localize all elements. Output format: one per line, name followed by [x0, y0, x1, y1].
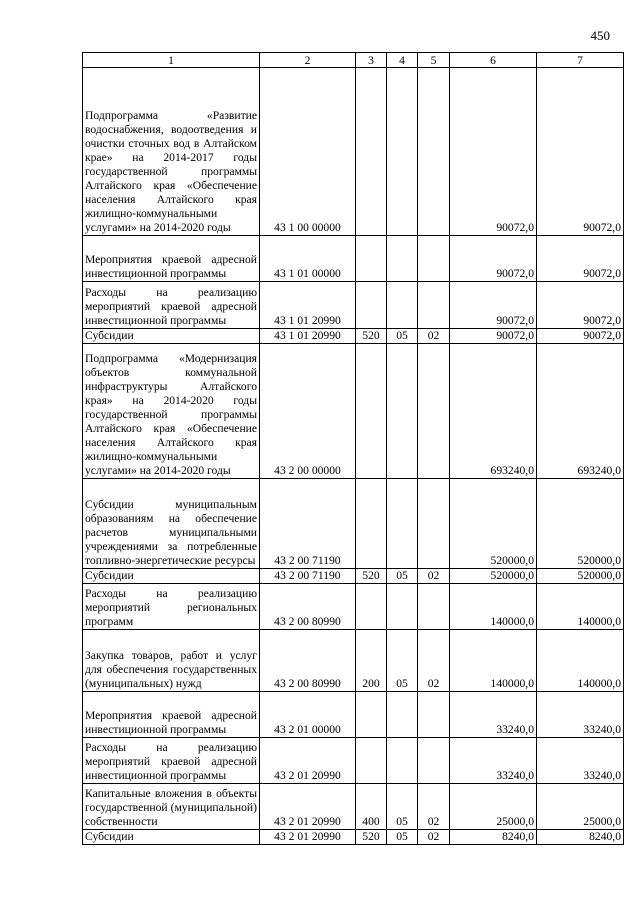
row-col3: [356, 344, 387, 479]
row-col4: 05: [387, 329, 418, 344]
page-number: 450: [590, 28, 610, 43]
row-name: Субсидии: [83, 569, 260, 584]
row-col6: 8240,0: [450, 830, 537, 845]
row-code: 43 1 01 20990: [260, 282, 356, 329]
table-row: [83, 479, 624, 569]
row-col3: [356, 68, 387, 236]
table-row: [83, 784, 624, 830]
row-code: 43 2 00 80990: [260, 630, 356, 692]
row-col3: 520: [356, 569, 387, 584]
row-col3: 400: [356, 784, 387, 830]
row-col7: 90072,0: [537, 236, 624, 282]
row-col6: 90072,0: [450, 236, 537, 282]
row-col4: 05: [387, 569, 418, 584]
row-code: 43 2 00 00000: [260, 344, 356, 479]
row-col3: 200: [356, 630, 387, 692]
row-col4: [387, 692, 418, 738]
header-col-3: 3: [356, 53, 387, 68]
header-col-7: 7: [537, 53, 624, 68]
row-col5: [418, 68, 450, 236]
row-col4: [387, 282, 418, 329]
row-col6: 520000,0: [450, 569, 537, 584]
row-col7: 90072,0: [537, 329, 624, 344]
row-name: Субсидии муниципальным образованиям на обеспечение расчетов муниципальными учреждениями за потребленные топливно-энергетические ресурсы: [83, 479, 260, 569]
table-row: [83, 830, 624, 845]
header-col-6: 6: [450, 53, 537, 68]
row-col3: 520: [356, 830, 387, 845]
header-col-1: 1: [83, 53, 260, 68]
header-col-2: 2: [260, 53, 356, 68]
table-row: [83, 329, 624, 344]
row-col7: 140000,0: [537, 584, 624, 630]
row-col3: [356, 479, 387, 569]
row-col6: 140000,0: [450, 584, 537, 630]
row-name: Расходы на реализацию мероприятий краевой адресной инвестиционной программы: [83, 282, 260, 329]
budget-table: [82, 52, 624, 845]
row-code: 43 1 01 20990: [260, 329, 356, 344]
row-col4: [387, 584, 418, 630]
row-code: 43 1 01 00000: [260, 236, 356, 282]
row-code: 43 2 00 71190: [260, 479, 356, 569]
table-row: [83, 282, 624, 329]
table-row: [83, 738, 624, 784]
row-col5: 02: [418, 630, 450, 692]
table-header: [83, 53, 624, 68]
header-col-5: 5: [418, 53, 450, 68]
table-row: [83, 68, 624, 236]
row-code: 43 1 00 00000: [260, 68, 356, 236]
row-col4: 05: [387, 830, 418, 845]
row-col3: 520: [356, 329, 387, 344]
row-col7: 520000,0: [537, 479, 624, 569]
table-row: [83, 584, 624, 630]
row-name: Субсидии: [83, 329, 260, 344]
table-body: [83, 68, 624, 845]
row-col7: 90072,0: [537, 282, 624, 329]
row-name: Подпрограмма «Модернизация объектов коммунальной инфраструктуры Алтайского края» на 2014-2020 годы государственной программы Алтайского края «Обеспечение населения Алтайского края жилищно-коммунальными услугами» на 2014-2020 годы: [83, 344, 260, 479]
row-col6: 25000,0: [450, 784, 537, 830]
row-col4: [387, 236, 418, 282]
row-col4: [387, 738, 418, 784]
row-name: Расходы на реализацию мероприятий региональных программ: [83, 584, 260, 630]
row-name: Закупка товаров, работ и услуг для обеспечения государственных (муниципальных) нужд: [83, 630, 260, 692]
row-code: 43 2 01 20990: [260, 784, 356, 830]
row-col5: 02: [418, 329, 450, 344]
row-col5: [418, 692, 450, 738]
table-row: [83, 344, 624, 479]
row-col4: [387, 479, 418, 569]
row-name: Субсидии: [83, 830, 260, 845]
row-col5: 02: [418, 830, 450, 845]
row-name: Капитальные вложения в объекты государственной (муниципальной) собственности: [83, 784, 260, 830]
table-row: [83, 569, 624, 584]
row-col3: [356, 692, 387, 738]
row-col7: 33240,0: [537, 738, 624, 784]
row-col7: 693240,0: [537, 344, 624, 479]
table-row: [83, 236, 624, 282]
row-col6: 33240,0: [450, 738, 537, 784]
row-col5: [418, 584, 450, 630]
row-col3: [356, 282, 387, 329]
row-col6: 33240,0: [450, 692, 537, 738]
row-col4: [387, 68, 418, 236]
row-code: 43 2 01 00000: [260, 692, 356, 738]
row-col6: 90072,0: [450, 282, 537, 329]
row-col3: [356, 584, 387, 630]
row-col4: 05: [387, 630, 418, 692]
header-col-4: 4: [387, 53, 418, 68]
row-code: 43 2 01 20990: [260, 830, 356, 845]
row-col6: 90072,0: [450, 329, 537, 344]
row-col5: 02: [418, 569, 450, 584]
row-col3: [356, 236, 387, 282]
row-col5: [418, 479, 450, 569]
row-name: Расходы на реализацию мероприятий краевой адресной инвестиционной программы: [83, 738, 260, 784]
row-col7: 33240,0: [537, 692, 624, 738]
row-col4: [387, 344, 418, 479]
row-code: 43 2 01 20990: [260, 738, 356, 784]
row-col5: [418, 738, 450, 784]
row-col5: [418, 344, 450, 479]
row-col7: 140000,0: [537, 630, 624, 692]
row-col7: 8240,0: [537, 830, 624, 845]
row-name: Мероприятия краевой адресной инвестиционной программы: [83, 692, 260, 738]
row-col6: 90072,0: [450, 68, 537, 236]
table-row: [83, 692, 624, 738]
row-col5: [418, 236, 450, 282]
row-col6: 693240,0: [450, 344, 537, 479]
row-col4: 05: [387, 784, 418, 830]
row-name: Подпрограмма «Развитие водоснабжения, водоотведения и очистки сточных вод в Алтайском крае» на 2014-2017 годы государственной программы Алтайского края «Обеспечение населения Алтайского края жилищно-коммунальными услугами» на 2014-2020 годы: [83, 68, 260, 236]
row-col7: 90072,0: [537, 68, 624, 236]
header-row: [83, 53, 624, 68]
row-name: Мероприятия краевой адресной инвестиционной программы: [83, 236, 260, 282]
row-col7: 25000,0: [537, 784, 624, 830]
row-code: 43 2 00 80990: [260, 584, 356, 630]
row-col3: [356, 738, 387, 784]
row-col6: 520000,0: [450, 479, 537, 569]
row-col5: [418, 282, 450, 329]
row-col6: 140000,0: [450, 630, 537, 692]
table-row: [83, 630, 624, 692]
row-col5: 02: [418, 784, 450, 830]
row-code: 43 2 00 71190: [260, 569, 356, 584]
row-col7: 520000,0: [537, 569, 624, 584]
